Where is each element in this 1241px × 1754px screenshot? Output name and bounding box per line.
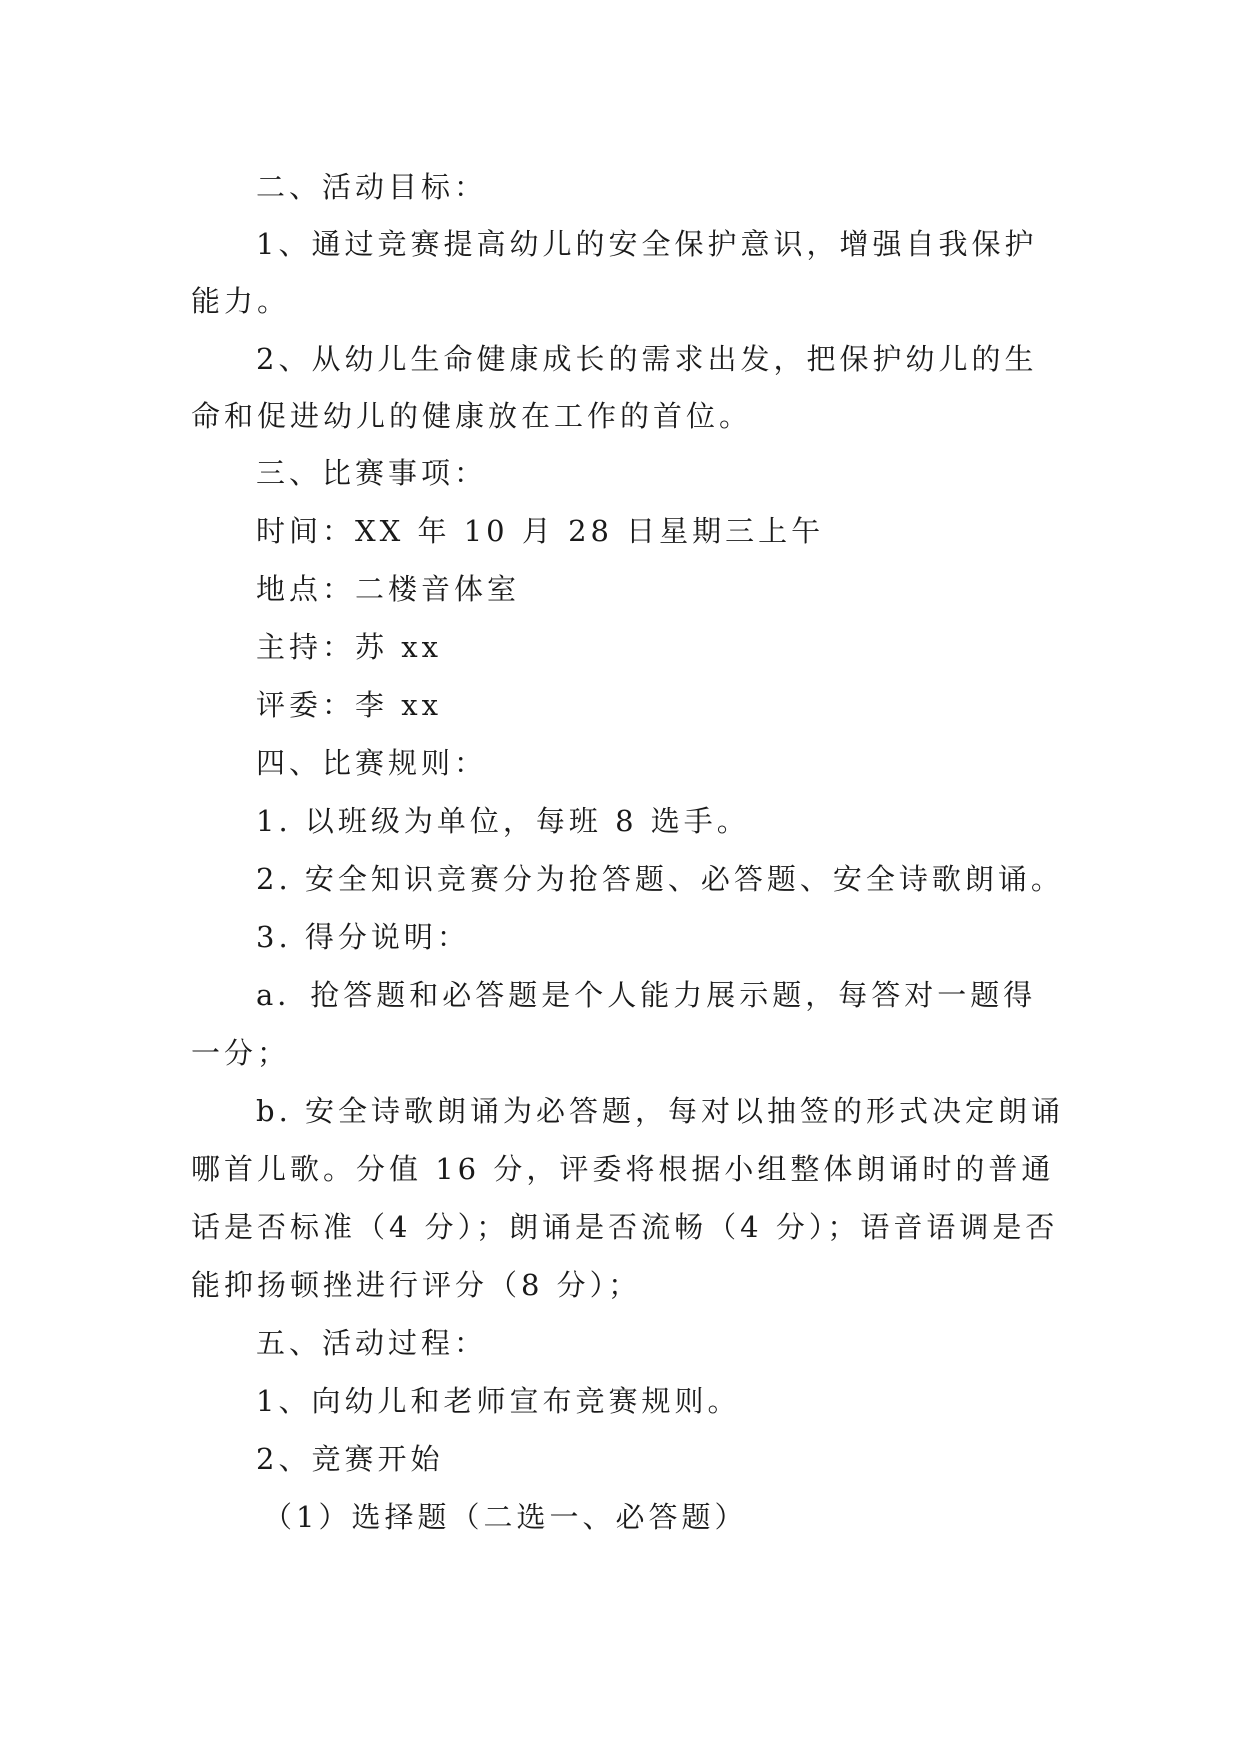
paragraph-line: 命和促进幼儿的健康放在工作的首位。 [191, 399, 753, 433]
judge-line: 评委：李 xx [256, 688, 442, 722]
paragraph-line: 能力。 [191, 284, 291, 318]
process-subitem: （1）选择题（二选一、必答题） [263, 1500, 748, 1534]
section-heading-process: 五、活动过程： [256, 1326, 488, 1360]
rule-item: 2. 安全知识竞赛分为抢答题、必答题、安全诗歌朗诵。 [256, 862, 1064, 896]
rule-item: 1. 以班级为单位，每班 8 选手。 [256, 804, 750, 838]
paragraph-line: 一分； [191, 1036, 291, 1070]
section-heading-rules: 四、比赛规则： [256, 746, 488, 780]
paragraph-line: 1、通过竞赛提高幼儿的安全保护意识，增强自我保护 [256, 227, 1038, 261]
process-item: 1、向幼儿和老师宣布竞赛规则。 [256, 1384, 741, 1418]
paragraph-line: a．抢答题和必答题是个人能力展示题，每答对一题得 [256, 978, 1037, 1012]
paragraph-line: b. 安全诗歌朗诵为必答题，每对以抽签的形式决定朗诵 [256, 1094, 1065, 1128]
paragraph-line: 2、从幼儿生命健康成长的需求出发，把保护幼儿的生 [256, 342, 1038, 376]
section-heading-matters: 三、比赛事项： [256, 456, 488, 490]
location-line: 地点：二楼音体室 [256, 572, 521, 606]
time-line: 时间：XX 年 10 月 28 日星期三上午 [256, 514, 825, 548]
rule-item: 3. 得分说明： [256, 920, 470, 954]
section-heading-goals: 二、活动目标： [256, 170, 488, 204]
paragraph-line: 能抑扬顿挫进行评分（8 分）； [191, 1268, 642, 1302]
paragraph-line: 话是否标准（4 分）；朗诵是否流畅（4 分）；语音语调是否 [191, 1210, 1059, 1244]
host-line: 主持：苏 xx [256, 630, 442, 664]
process-item: 2、竞赛开始 [256, 1442, 444, 1476]
paragraph-line: 哪首儿歌。分值 16 分，评委将根据小组整体朗诵时的普通 [191, 1152, 1055, 1186]
